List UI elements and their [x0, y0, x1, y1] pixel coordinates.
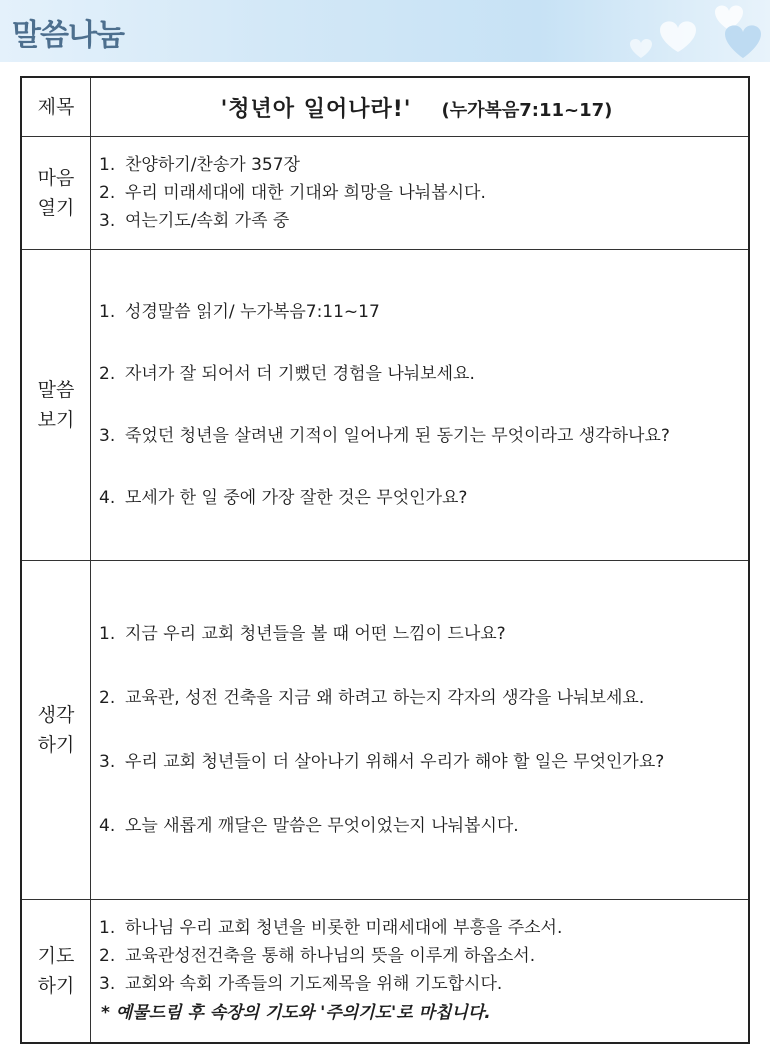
list-item: 3. 우리 교회 청년들이 더 살아나기 위해서 우리가 해야 할 일은 무엇인가요? [99, 752, 665, 772]
section-think [21, 561, 749, 900]
title-label: 제목 [21, 77, 91, 137]
section-word [21, 250, 749, 561]
section-content-think [91, 561, 750, 900]
list-item: 4. 오늘 새롭게 깨달은 말씀은 무엇이었는지 나눠봅시다. [99, 816, 519, 836]
section-label-word: 말씀 보기 [21, 250, 91, 561]
title-cell [91, 77, 750, 137]
closing-note: * 예물드림 후 속장의 기도와 '주의기도'로 마칩니다. [101, 1003, 491, 1023]
title-row [21, 77, 749, 137]
list-item: 3. 여는기도/속회 가족 중 [99, 211, 290, 231]
scripture-reference: (누가복음7:11~17) [441, 99, 613, 121]
section-label-pray: 기도 하기 [21, 900, 91, 1044]
list-item: 1. 하나님 우리 교회 청년을 비롯한 미래세대에 부흥을 주소서. [99, 918, 563, 938]
page-title: 말씀나눔 [12, 18, 124, 53]
section-content-word [91, 250, 750, 561]
list-item: 1. 성경말씀 읽기/ 누가복음7:11~17 [99, 302, 380, 322]
sermon-title: '청년아 일어나라!' [220, 96, 412, 122]
section-content-pray [91, 900, 750, 1044]
section-open [21, 137, 749, 250]
list-item: 2. 자녀가 잘 되어서 더 기뻤던 경험을 나눠보세요. [99, 364, 475, 384]
list-item: 2. 교육관, 성전 건축을 지금 왜 하려고 하는지 각자의 생각을 나눠보세요. [99, 688, 645, 708]
list-item: 3. 교회와 속회 가족들의 기도제목을 위해 기도합시다. [99, 974, 503, 994]
list-item: 1. 찬양하기/찬송가 357장 [99, 155, 300, 175]
section-content-open [91, 137, 750, 250]
list-item: 1. 지금 우리 교회 청년들을 볼 때 어떤 느낌이 드나요? [99, 624, 506, 644]
header-banner [0, 0, 770, 62]
sharing-table [20, 76, 750, 1044]
hearts-decoration-icon [510, 0, 770, 62]
list-item: 2. 우리 미래세대에 대한 기대와 희망을 나눠봅시다. [99, 183, 486, 203]
section-label-think: 생각 하기 [21, 561, 91, 900]
list-item: 4. 모세가 한 일 중에 가장 잘한 것은 무엇인가요? [99, 488, 468, 508]
list-item: 3. 죽었던 청년을 살려낸 기적이 일어나게 된 동기는 무엇이라고 생각하나요? [99, 426, 670, 446]
section-pray [21, 900, 749, 1044]
list-item: 2. 교육관성전건축을 통해 하나님의 뜻을 이루게 하옵소서. [99, 946, 536, 966]
section-label-open: 마음 열기 [21, 137, 91, 250]
